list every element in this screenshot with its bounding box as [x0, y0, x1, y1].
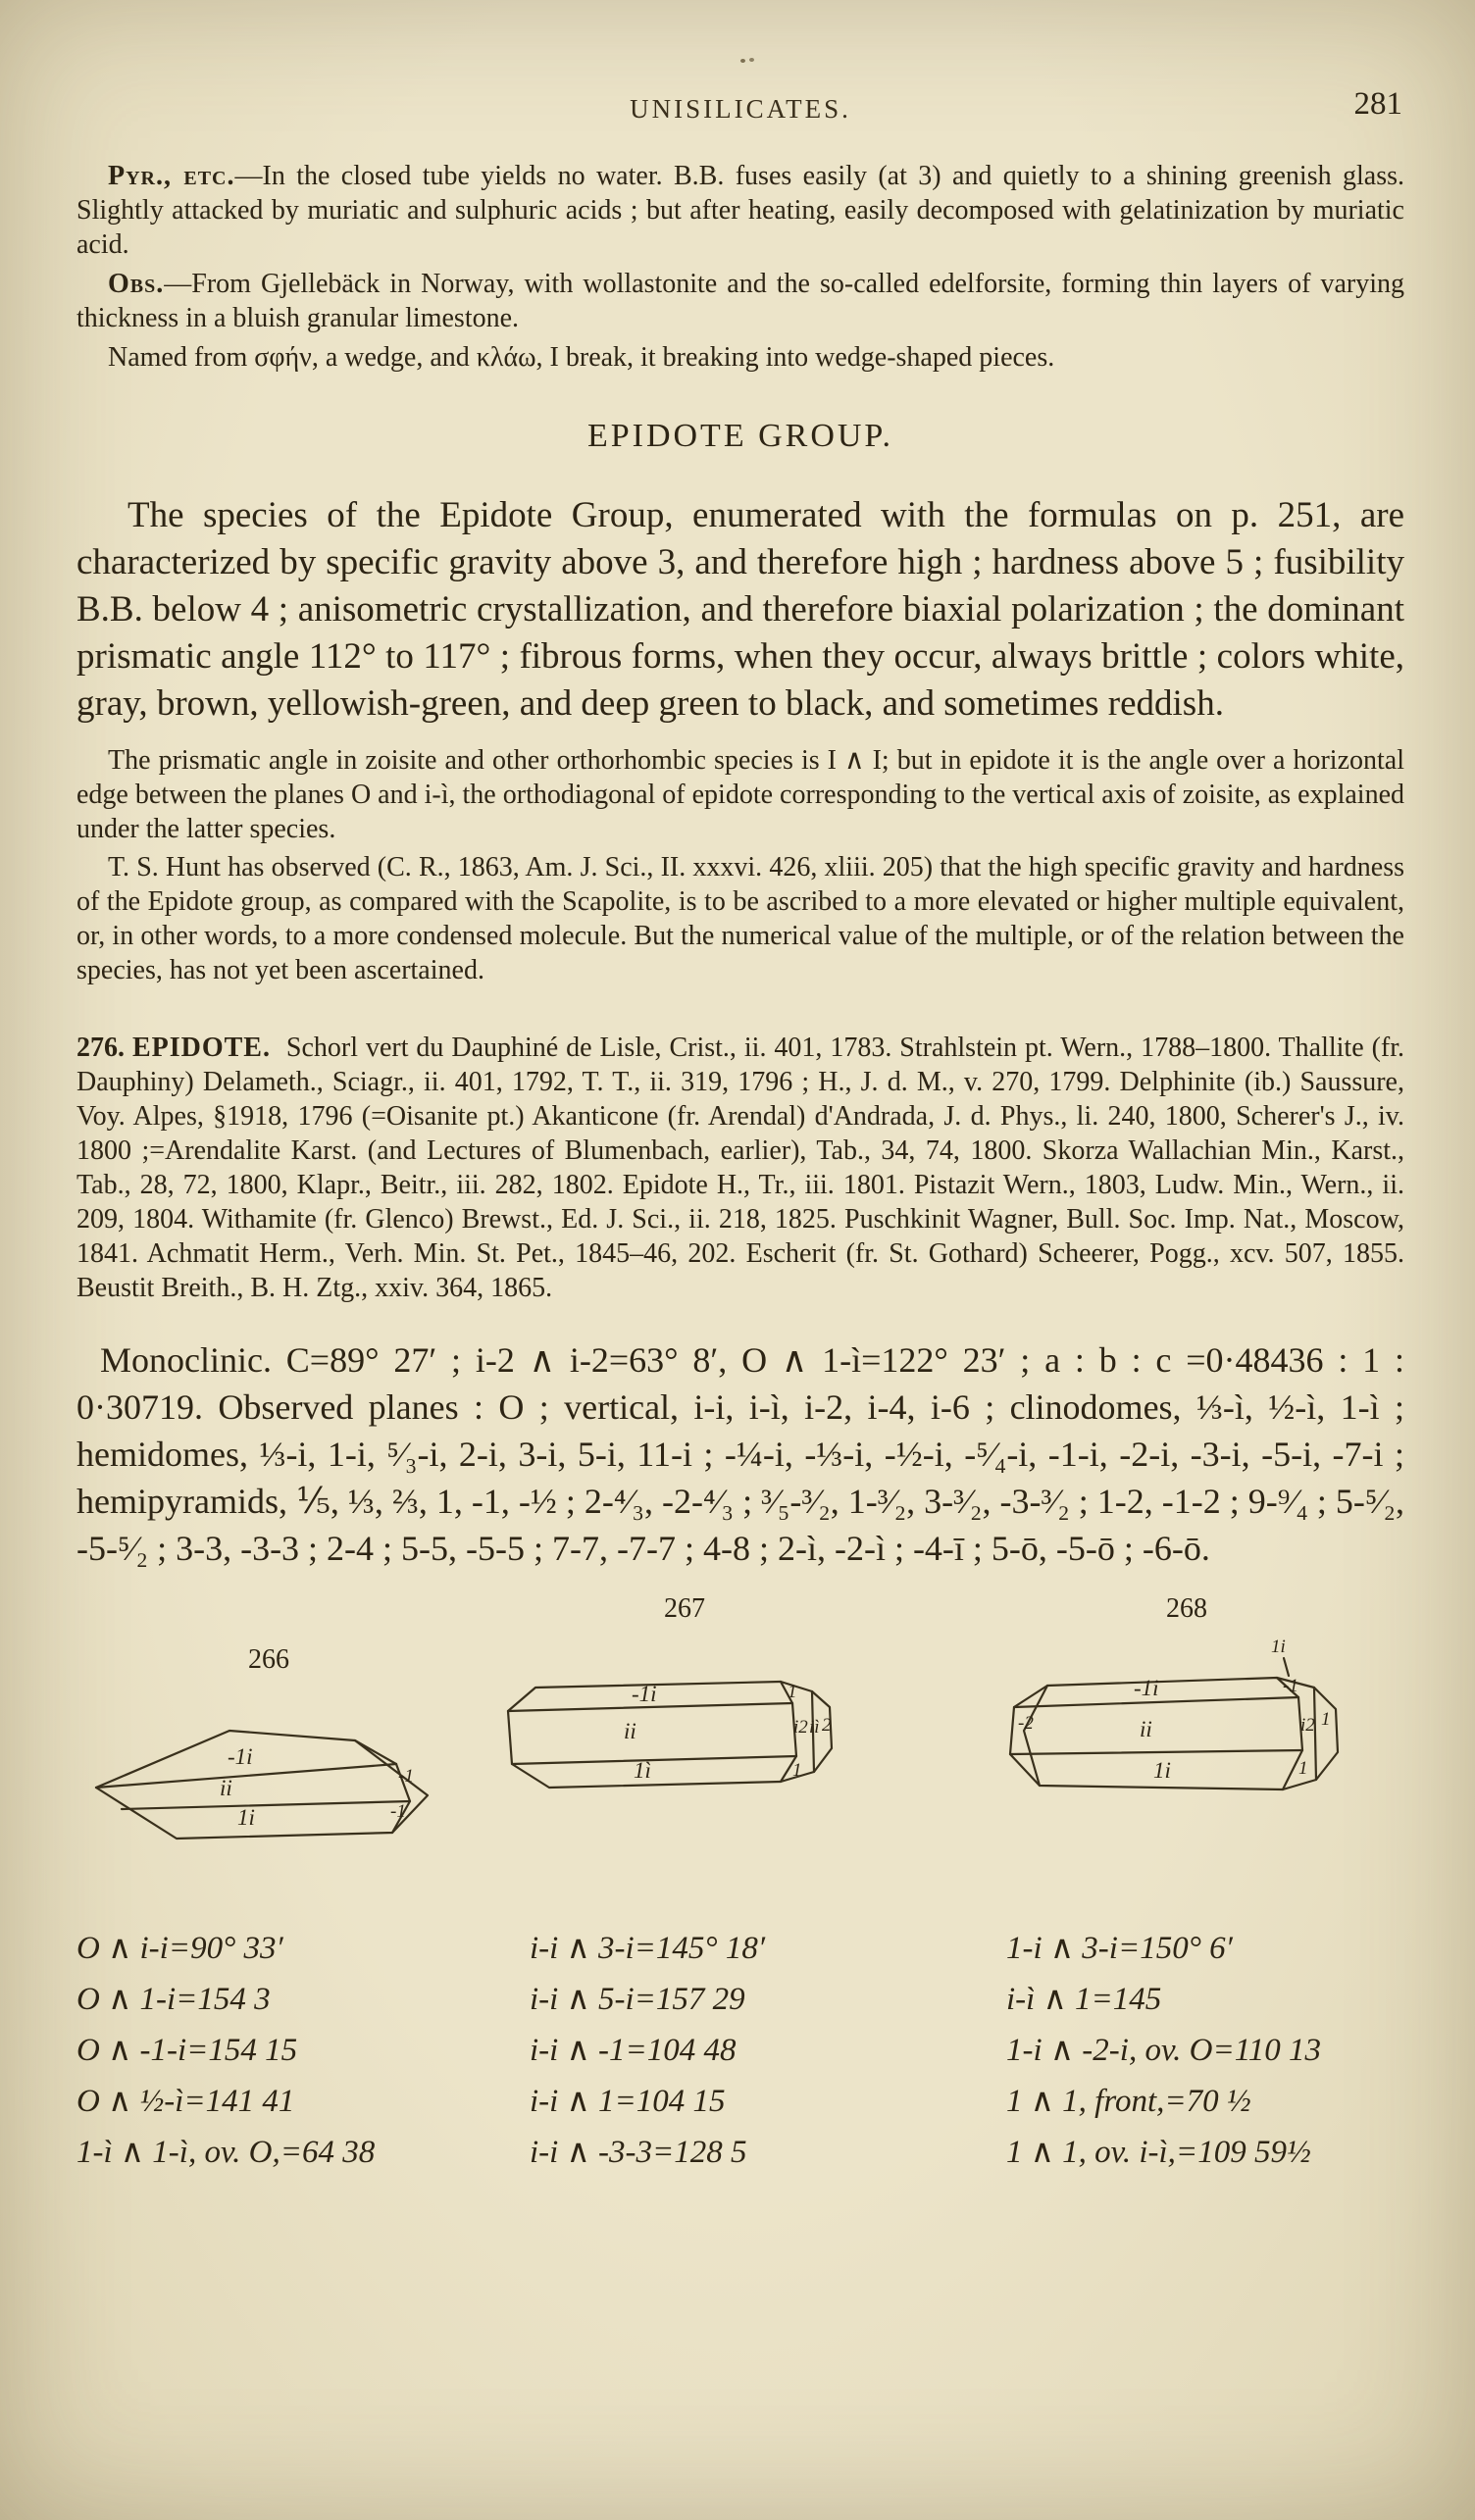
face-label: 1i — [1153, 1758, 1171, 1783]
species-entry — [76, 1031, 1404, 1305]
face-label: -1i — [632, 1682, 657, 1706]
running-head: UNISILICATES. — [630, 94, 851, 124]
figure-266 — [82, 1644, 455, 1881]
angle-value: i-i ∧ 5-i=157 29 — [530, 1982, 745, 2017]
angle-value: i-i ∧ -3-3=128 5 — [530, 2135, 747, 2170]
angle-value: O ∧ 1-i=154 3 — [76, 1982, 271, 2017]
crystal-drawing-268 — [991, 1629, 1383, 1840]
face-label: 1 — [788, 1682, 797, 1702]
entry-name: EPIDOTE. — [131, 1033, 271, 1063]
figure-number: 267 — [664, 1593, 705, 1624]
angle-value: O ∧ i-i=90° 33′ — [76, 1931, 283, 1966]
figure-number: 268 — [1166, 1593, 1207, 1624]
page-header — [76, 86, 1404, 133]
face-label: iì — [809, 1717, 820, 1738]
face-label: ii — [220, 1776, 232, 1800]
face-label: -1 — [1283, 1676, 1298, 1696]
paragraph-obs — [76, 267, 1404, 335]
face-label: 1 — [792, 1760, 802, 1781]
face-label: -1 — [390, 1801, 406, 1822]
angle-value: i-i ∧ -1=104 48 — [530, 2033, 737, 2068]
face-label: -1i — [228, 1744, 253, 1769]
figure-268 — [991, 1593, 1383, 1844]
angle-value: 1 ∧ 1, front,=70 ½ — [1006, 2084, 1251, 2119]
face-label: 2 — [822, 1715, 832, 1736]
angle-value: O ∧ ½-ì=141 41 — [76, 2084, 295, 2119]
pyr-label: Pyr., etc. — [108, 161, 235, 191]
note-hunt: T. S. Hunt has observed (C. R., 1863, Am. J. Sci., II. xxxvi. 426, xliii. 205) that the high specific gravity and hardness of the Epidote group, as compared with the Scapolite, is to be ascribed to a more elevated or higher multiple equivalent, or, in other words, to a more condensed molecule. But the numerical value of the multiple, or of the relation between the species, has not yet been ascertained. — [76, 852, 1404, 985]
angle-value: 1 ∧ 1, ov. i-ì,=109 59½ — [1006, 2135, 1311, 2170]
crystal-figures — [76, 1593, 1404, 1895]
figure-number: 266 — [248, 1644, 289, 1675]
note-prismatic: The prismatic angle in zoisite and other orthorhombic species is I ∧ I; but in epidote it is the angle over a horizontal edge between the planes O and i-ì, the orthodiagonal of epidote corresponding to the vertical axis of zoisite, as explained under the latter species. — [76, 745, 1404, 844]
paragraph-named — [76, 340, 1404, 375]
obs-text: —From Gjellebäck in Norway, with wollastonite and the so-called edelforsite, forming thin layers of varying thickness in a bluish granular limestone. — [76, 269, 1404, 333]
crystal-drawing-266 — [82, 1680, 455, 1876]
figure-267 — [488, 1593, 881, 1835]
face-label: -1i — [1134, 1676, 1159, 1700]
face-label: 1i — [237, 1805, 255, 1830]
angle-value: i-i ∧ 1=104 15 — [530, 2084, 726, 2119]
angle-value: i-i ∧ 3-i=145° 18′ — [530, 1931, 766, 1966]
angle-value: i-ì ∧ 1=145 — [1006, 1982, 1162, 2017]
face-label: i2 — [793, 1717, 808, 1738]
face-label: 1i — [1271, 1637, 1286, 1657]
face-label: ii — [624, 1719, 636, 1743]
crystal-drawing-267 — [488, 1629, 881, 1830]
angle-table — [76, 1923, 1404, 2178]
ink-speck — [740, 59, 745, 63]
face-label: 1ì — [634, 1758, 651, 1783]
crystallography-paragraph: Monoclinic. C=89° 27′ ; i-2 ∧ i-2=63° 8′, O ∧ 1-ì=122° 23′ ; a : b : c =0·48436 : 1 : 0·30719. Observed planes : O ; vertical, i-i, i-ì, i-2, i-4, i-6 ; clinodomes, ⅓-ì, ½-ì, 1-ì ; hemidomes, ⅓-i, 1-i, ⁵⁄₃-i, 2-i, 3-i, 5-i, 11-i ; -¼-i, -⅓-i, -½-i, -⁵⁄₄-i, -1-i, -2-i, -3-i, -5-i, -7-i ; hemipyramids, ⅕, ⅓, ⅔, 1, -1, -½ ; 2-⁴⁄₃, -2-⁴⁄₃ ; ³⁄₅-³⁄₂, 1-³⁄₂, 3-³⁄₂, -3-³⁄₂ ; 1-2, -1-2 ; 9-⁹⁄₄ ; 5-⁵⁄₂, -5-⁵⁄₂ ; 3-3, -3-3 ; 2-4 ; 5-5, -5-5 ; 7-7, -7-7 ; 4-8 ; 2-ì, -2-ì ; -4-ī ; 5-ō, -5-ō ; -6-ō. — [76, 1340, 1404, 1568]
angle-value: 1-ì ∧ 1-ì, ov. O,=64 38 — [76, 2135, 376, 2170]
section-heading: EPIDOTE GROUP. — [586, 418, 894, 454]
angle-value: 1-i ∧ -2-i, ov. O=110 13 — [1006, 2033, 1322, 2068]
paragraph-pyr — [76, 159, 1404, 262]
obs-label: Obs. — [108, 269, 165, 299]
angle-value: 1-i ∧ 3-i=150° 6′ — [1006, 1931, 1233, 1966]
group-intro: The species of the Epidote Group, enumerated with the formulas on p. 251, are characterized by specific gravity above 3, and therefore high ; hardness above 5 ; fusibility B.B. below 4 ; anisometric crystallization, and therefore biaxial polarization ; the dominant prismatic angle 112° to 117° ; fibrous forms, when they occur, always brittle ; colors white, gray, brown, yellowish-green, and deep green to black, and sometimes reddish. — [76, 495, 1404, 724]
face-label: i2 — [1300, 1715, 1315, 1736]
page-number: 281 — [1353, 86, 1402, 122]
face-label: 1 — [1321, 1709, 1331, 1730]
face-label: 1 — [1298, 1758, 1308, 1779]
entry-number: 276. — [76, 1033, 125, 1063]
named-text: Named from σφήν, a wedge, and κλάω, I break, it breaking into wedge-shaped pieces. — [108, 342, 1055, 373]
entry-synonymy: Schorl vert du Dauphiné de Lisle, Crist., ii. 401, 1783. Strahlstein pt. Wern., 1788–1800. Thallite (fr. Dauphiny) Delameth., Sciagr., ii. 401, 1792, T. T., ii. 319, 1796 ; H., J. d. M., v. 270, 1799. Delphinite (ib.) Saussure, Voy. Alpes, §1918, 1796 (=Oisanite pt.) Akanticone (fr. Arendal) d'Andrada, J. d. Phys., li. 240, 1800, Scherer's J., iv. 1800 ;=Arendalite Karst. (and Lectures of Blumenbach, earlier), Tab., 34, 74, 1800. Skorza Wallachian Min., Karst., Tab., 28, 72, 1800, Klapr., Beitr., iii. 282, 1802. Epidote H., Tr., iii. 1801. Pistazit Wern., 1803, Ludw. Min., Wern., ii. 209, 1804. Withamite (fr. Glenco) Brewst., Ed. J. Sci., ii. 218, 1825. Puschkinit Wagner, Bull. Soc. Imp. Nat., Moscow, 1841. Achmatit Herm., Verh. Min. St. Pet., 1845–46, 202. Escherit (fr. St. Gothard) Scheerer, Pogg., xcv. 507, 1855. Beustit Breith., B. H. Ztg., xxiv. 364, 1865. — [76, 1033, 1405, 1303]
pyr-text: —In the closed tube yields no water. B.B. fuses easily (at 3) and quietly to a shining greenish glass. Slightly attacked by muriatic and sulphuric acids ; but after heating, easily decomposed with gelatinization by muriatic acid. — [76, 161, 1404, 260]
face-label: -1 — [398, 1766, 414, 1787]
angle-value: O ∧ -1-i=154 15 — [76, 2033, 298, 2068]
face-label: -2 — [1018, 1713, 1034, 1734]
face-label: ii — [1140, 1717, 1152, 1741]
